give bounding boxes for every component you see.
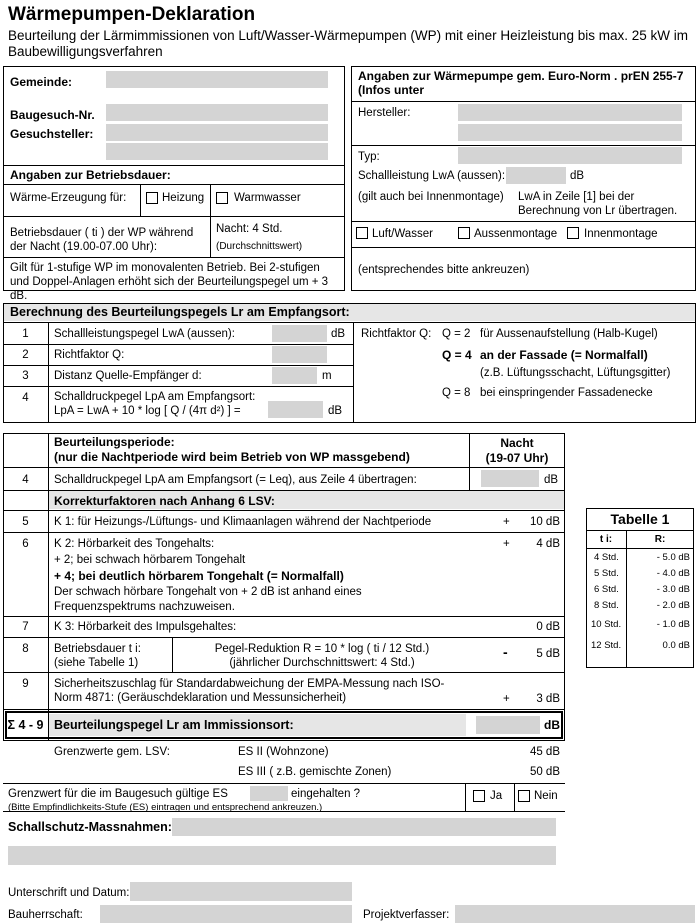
calc-row-num: 4 xyxy=(22,392,29,404)
unterschrift-field[interactable] xyxy=(130,882,352,901)
calc-row-unit: dB xyxy=(328,405,343,417)
period-row6-option-1: + 2; bei schwach hörbarem Tongehalt xyxy=(54,554,246,566)
period-row-num: 5 xyxy=(22,516,29,528)
page-subtitle: Beurteilung der Lärmimmissionen von Luft/Wasser-Wärmepumpen (WP) mit einer Heizleistung bis max. 25 kW im Baubewilligungsverfahren xyxy=(8,28,688,59)
period-row8-note: (jährlicher Durchschnittswert: 4 Std.) xyxy=(229,657,415,669)
aussenmontage-label: Aussenmontage xyxy=(474,228,558,240)
tabelle-title: Tabelle 1 xyxy=(610,511,670,527)
heizung-label: Heizung xyxy=(162,192,205,204)
tabelle-ti: 5 Std. xyxy=(594,568,619,579)
period-row-num: 9 xyxy=(22,678,29,690)
schallleistung-label: Schallleistung LwA (aussen): xyxy=(358,170,506,182)
q8-label: Q = 8 xyxy=(442,387,471,399)
bauherrschaft-field[interactable] xyxy=(100,905,352,923)
period-row7-label: K 3: Hörbarkeit des Impulsgehaltes: xyxy=(54,621,237,633)
period-row9-value: 3 dB xyxy=(536,693,560,705)
nein-checkbox[interactable] xyxy=(518,790,530,802)
gesuchsteller-field-1[interactable] xyxy=(106,124,328,141)
grenzwert-question: Grenzwert für die im Baugesuch gültige ES xyxy=(8,788,228,800)
bitte-note: (Bitte Empfindlichkeits-Stufe (ES) eintragen und entsprechend ankreuzen.) xyxy=(8,802,323,813)
tabelle-r: 0.0 dB xyxy=(662,640,690,651)
tabelle-r: - 3.0 dB xyxy=(656,584,690,595)
waerme-label: Wärme-Erzeugung für: xyxy=(10,192,127,204)
betrieb-header: Angaben zur Betriebsdauer: xyxy=(10,168,171,182)
schallleistung-unit: dB xyxy=(570,170,585,182)
heizung-checkbox[interactable] xyxy=(146,192,158,204)
period-row6-note: Der schwach hörbare Tongehalt von + 2 dB ist anhand eines Frequenzspektrums nachzuweisen. xyxy=(54,586,362,613)
es-field[interactable] xyxy=(250,786,288,801)
period-row6-label: K 2: Hörbarkeit des Tongehalts: xyxy=(54,538,215,550)
q4-sub: (z.B. Lüftungsschacht, Lüftungsgitter) xyxy=(480,367,671,379)
calc-row-label: Schallleistungspegel LwA (aussen): xyxy=(54,328,235,340)
period-row8-label: Betriebsdauer t i: xyxy=(54,643,141,655)
tabelle-ti: 4 Std. xyxy=(594,552,619,563)
es3-label: ES III ( z.B. gemischte Zonen) xyxy=(238,766,392,778)
innenmontage-label: Innenmontage xyxy=(584,228,658,240)
period-row6-sign: + xyxy=(503,538,510,550)
baugesuch-label: Baugesuch-Nr. xyxy=(10,108,95,122)
period-row9-label: Sicherheitszuschlag für Standardabweichung der EMPA-Messung nach ISO-Norm 4871: (Geräuschdeklaration und Messunsicherheit) xyxy=(54,678,445,704)
bauherrschaft-label: Bauherrschaft: xyxy=(8,909,83,921)
q4-text: an der Fassade (= Normalfall) xyxy=(480,348,648,362)
sum-unit: dB xyxy=(544,718,560,732)
gemeinde-label: Gemeinde: xyxy=(10,75,73,89)
es3-value: 50 dB xyxy=(529,766,560,778)
period-row-num: 6 xyxy=(22,538,29,550)
luftwasser-label: Luft/Wasser xyxy=(372,228,433,240)
ja-label: Ja xyxy=(490,790,503,802)
tabelle-r: - 5.0 dB xyxy=(656,552,690,563)
tabelle-r-header: R: xyxy=(654,534,666,545)
schallschutz-label: Schallschutz-Massnahmen: xyxy=(8,820,172,834)
period-row4-label: Schalldruckpegel LpA am Empfangsort (= Leq), aus Zeile 4 übertragen: xyxy=(54,474,417,486)
nein-label: Nein xyxy=(534,790,558,802)
tabelle-r: - 2.0 dB xyxy=(656,600,690,611)
period-row8-value: 5 dB xyxy=(536,648,560,660)
period-row9-sign: + xyxy=(503,693,510,705)
hersteller-label: Hersteller: xyxy=(358,107,411,119)
sum-field[interactable] xyxy=(476,716,540,734)
period-row-num: 8 xyxy=(22,643,29,655)
calc-distance-field[interactable] xyxy=(272,367,317,384)
innenmontage-note: (gilt auch bei Innenmontage) xyxy=(358,191,504,203)
period-row5-sign: + xyxy=(503,516,510,528)
innenmontage-checkbox[interactable] xyxy=(567,227,579,239)
tabelle-r: - 1.0 dB xyxy=(656,619,690,630)
gemeinde-field[interactable] xyxy=(106,71,328,88)
nacht-value: Nacht: 4 Std. xyxy=(216,223,283,235)
tabelle-ti: 12 Std. xyxy=(591,640,622,651)
durchschnitt-note: (Durchschnittswert) xyxy=(216,241,303,252)
aussenmontage-checkbox[interactable] xyxy=(458,227,470,239)
calc-row-formula: LpA = LwA + 10 * log [ Q / (4π d²) ] = xyxy=(54,405,241,417)
q4-label: Q = 4 xyxy=(442,348,472,362)
period-header-1: Beurteilungsperiode: xyxy=(54,435,175,449)
nacht-header-2: (19-07 Uhr) xyxy=(485,451,549,465)
period-row5-value: 10 dB xyxy=(529,516,560,528)
calc-row-label: Schalldruckpegel LpA am Empfangsort: xyxy=(54,391,256,403)
richtfaktor-label: Richtfaktor Q: xyxy=(361,328,432,340)
period-row6-value: 4 dB xyxy=(536,538,560,550)
calc-lpa-field[interactable] xyxy=(268,401,323,418)
calc-row-num: 3 xyxy=(22,370,29,382)
calc-row-unit: m xyxy=(322,370,332,382)
period-row4-unit: dB xyxy=(544,474,559,486)
period-row7-value: 0 dB xyxy=(536,621,560,633)
gesuchsteller-label: Gesuchsteller: xyxy=(10,127,94,141)
hersteller-field-2[interactable] xyxy=(458,124,682,141)
period-lpa-field[interactable] xyxy=(481,470,539,487)
period-row8-formula: Pegel-Reduktion R = 10 * log ( ti / 12 Std.) xyxy=(214,643,430,655)
typ-label: Typ: xyxy=(358,151,380,163)
warmwasser-checkbox[interactable] xyxy=(216,192,228,204)
page-title: Wärmepumpen-Deklaration xyxy=(8,4,256,25)
sum-label: Beurteilungspegel Lr am Immissionsort: xyxy=(54,718,294,732)
es2-value: 45 dB xyxy=(529,746,560,758)
tabelle-ti: 8 Std. xyxy=(594,600,619,611)
grenzwerte-label: Grenzwerte gem. LSV: xyxy=(54,746,170,758)
q2-label: Q = 2 xyxy=(442,328,471,340)
heatpump-header: Angaben zur Wärmepumpe gem. Euro-Norm . prEN 255-7 (Infos unter xyxy=(358,69,684,97)
period-row8-ref: (siehe Tabelle 1) xyxy=(54,657,139,669)
tabelle-ti: 10 Std. xyxy=(591,619,622,630)
betriebsdauer-label: Betriebsdauer ( ti ) der WP während der Nacht (19.00-07.00 Uhr): xyxy=(10,227,194,253)
period-row-num: 7 xyxy=(22,621,29,633)
period-row8-sign: - xyxy=(503,644,508,660)
unterschrift-label: Unterschrift und Datum: xyxy=(8,887,130,899)
warmwasser-label: Warmwasser xyxy=(234,192,301,204)
calc-q-field[interactable] xyxy=(272,346,327,363)
calc-row-unit: dB xyxy=(331,328,346,340)
tabelle-ti-header: t i: xyxy=(599,534,613,545)
hersteller-field-1[interactable] xyxy=(458,104,682,121)
sum-label-num: Σ 4 - 9 xyxy=(7,718,44,732)
schallschutz-field-1[interactable] xyxy=(172,818,556,836)
gilt-note: Gilt für 1-stufige WP im monovalenten Betrieb. Bei 2-stufigen und Doppel-Anlagen erhöht sich der Beurteilungspegel um + 3 dB. xyxy=(10,262,329,302)
q2-text: für Aussenaufstellung (Halb-Kugel) xyxy=(480,328,658,340)
schallschutz-field-2[interactable] xyxy=(8,846,556,865)
lwa-note: LwA in Zeile [1] bei der Berechnung von Lr übertragen. xyxy=(518,191,678,217)
ja-checkbox[interactable] xyxy=(473,790,485,802)
baugesuch-field[interactable] xyxy=(106,104,328,121)
calc-row-label: Richtfaktor Q: xyxy=(54,349,125,361)
schallleistung-field[interactable] xyxy=(506,167,566,184)
calc-lwa-field[interactable] xyxy=(272,325,327,342)
typ-field[interactable] xyxy=(458,147,682,164)
gesuchsteller-field-2[interactable] xyxy=(106,143,328,160)
calc-row-num: 2 xyxy=(22,349,29,361)
ankreuzen-note: (entsprechendes bitte ankreuzen) xyxy=(358,264,530,276)
period-row-num: 4 xyxy=(22,474,29,486)
nacht-header-1: Nacht xyxy=(500,436,534,450)
projektverfasser-field[interactable] xyxy=(455,905,695,923)
calc-header: Berechnung des Beurteilungspegels Lr am Empfangsort: xyxy=(10,305,350,319)
eingehalten-label: eingehalten ? xyxy=(291,788,361,800)
calc-row-label: Distanz Quelle-Empfänger d: xyxy=(54,370,202,382)
tabelle-ti: 6 Std. xyxy=(594,584,619,595)
period-row5-label: K 1: für Heizungs-/Lüftungs- und Klimaanlagen während der Nachtperiode xyxy=(54,516,432,528)
q8-text: bei einspringender Fassadenecke xyxy=(480,387,653,399)
tabelle-r: - 4.0 dB xyxy=(656,568,690,579)
calc-row-num: 1 xyxy=(22,328,29,340)
period-row6-option-2: + 4; bei deutlich hörbarem Tongehalt (= Normalfall) xyxy=(54,569,344,583)
es2-label: ES II (Wohnzone) xyxy=(238,746,329,758)
korrektur-header: Korrekturfaktoren nach Anhang 6 LSV: xyxy=(54,494,275,508)
period-header-2: (nur die Nachtperiode wird beim Betrieb von WP massgebend) xyxy=(54,450,410,464)
luftwasser-checkbox[interactable] xyxy=(356,227,368,239)
projektverfasser-label: Projektverfasser: xyxy=(363,909,450,921)
